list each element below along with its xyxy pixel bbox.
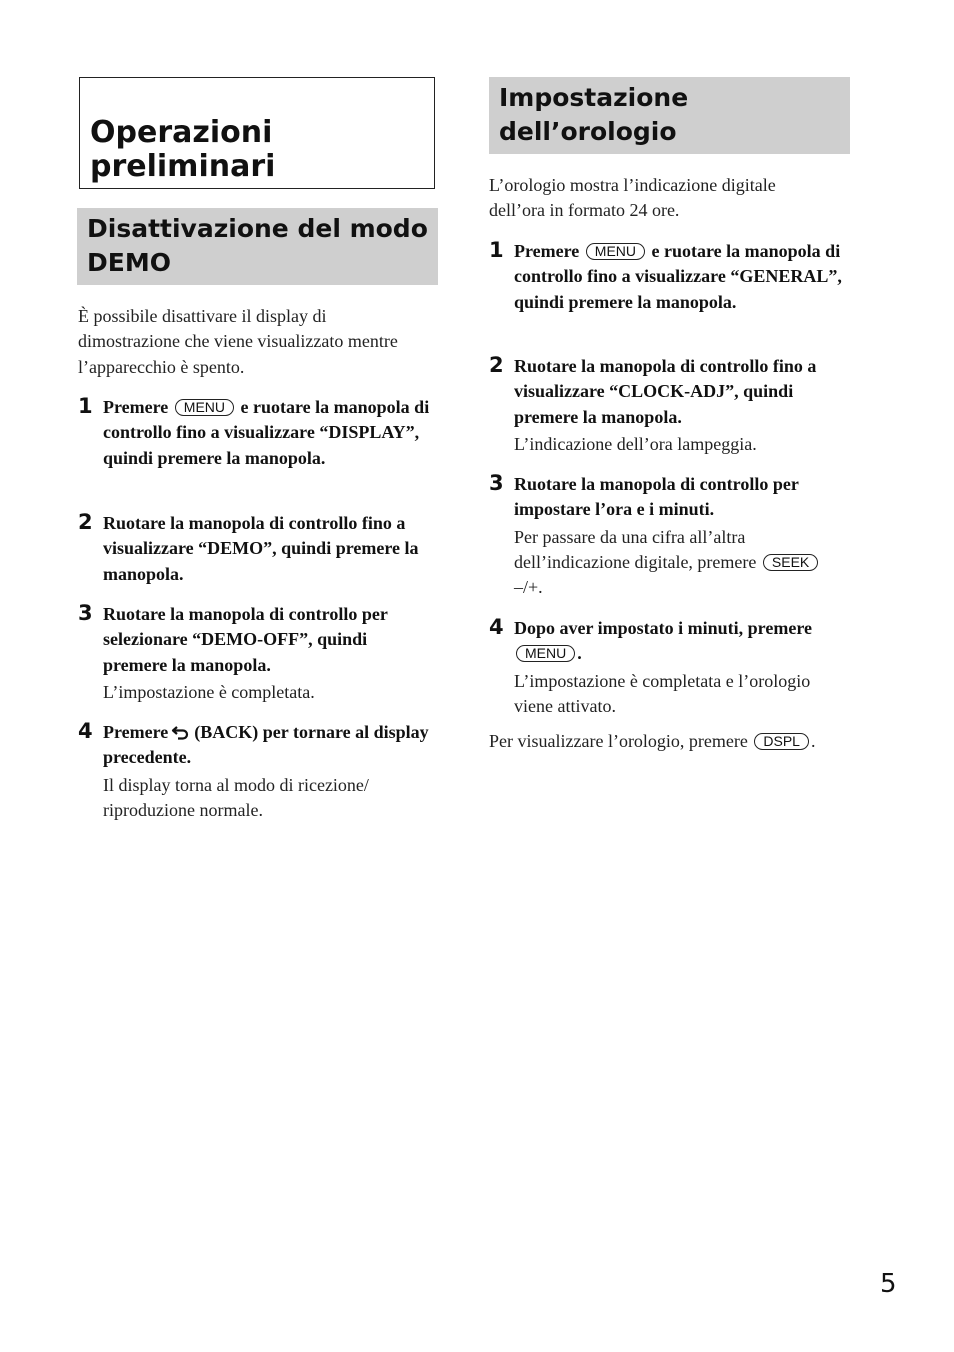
chapter-title: Operazioni preliminari (90, 115, 276, 184)
page-number: 5 (880, 1269, 897, 1299)
step-number: 1 (489, 238, 504, 262)
step-instruction: Ruotare la manopola di controllo per impostare l’ora e i minuti. (514, 474, 799, 520)
dspl-key-label: DSPL (754, 733, 809, 750)
chapter-title-box (79, 77, 435, 189)
step-instruction: Premere (BACK) per tornare al display precedente. (103, 722, 429, 768)
step-number: 4 (78, 719, 93, 743)
step-instruction: Ruotare la manopola di controllo fino a visualizzare “DEMO”, quindi premere la manopola. (103, 513, 419, 584)
step-instruction: Premere MENU e ruotare la manopola di controllo fino a visualizzare “GENERAL”, quindi premere la manopola. (514, 241, 842, 312)
section-intro-clock: L’orologio mostra l’indicazione digitale dell’ora in formato 24 ore. (489, 175, 776, 221)
step-instruction: Ruotare la manopola di controllo per selezionare “DEMO-OFF”, quindi premere la manopola. (103, 604, 388, 675)
clock-step-4 (489, 616, 851, 719)
demo-step-4 (78, 720, 433, 823)
section-heading-demo: Disattivazione del modo DEMO (77, 208, 438, 285)
step-number: 2 (78, 510, 93, 534)
section-intro-demo: È possibile disattivare il display di dimostrazione che viene visualizzato mentre l’apparecchio è spento. (78, 306, 398, 377)
clock-step-2 (489, 354, 851, 457)
demo-step-1 (78, 395, 433, 471)
step-note: Il display torna al modo di ricezione/ riproduzione normale. (103, 774, 369, 820)
clock-step-3 (489, 472, 851, 600)
step-number: 4 (489, 615, 504, 639)
step-note: L’impostazione è completata. (103, 681, 315, 702)
demo-step-3 (78, 602, 433, 705)
menu-key-label: MENU (175, 399, 234, 416)
clock-outro: Per visualizzare l’orologio, premere DSPL . (489, 731, 816, 751)
step-instruction: Ruotare la manopola di controllo fino a visualizzare “CLOCK-ADJ”, quindi premere la manopola. (514, 356, 817, 427)
demo-step-2 (78, 511, 433, 587)
seek-key-label: SEEK (763, 554, 818, 571)
back-arrow-icon (171, 724, 191, 740)
section-heading-clock: Impostazione dell’orologio (489, 77, 850, 154)
step-number: 3 (489, 471, 504, 495)
step-number: 3 (78, 601, 93, 625)
menu-key-label: MENU (516, 645, 575, 662)
step-note: L’indicazione dell’ora lampeggia. (514, 433, 757, 454)
menu-key-label: MENU (586, 243, 645, 260)
step-instruction: Premere MENU e ruotare la manopola di controllo fino a visualizzare “DISPLAY”, quindi premere la manopola. (103, 397, 430, 468)
step-note: L’impostazione è completata e l’orologio viene attivato. (514, 670, 811, 716)
step-number: 2 (489, 353, 504, 377)
step-number: 1 (78, 394, 93, 418)
step-instruction: Dopo aver impostato i minuti, premere MENU . (514, 618, 812, 664)
clock-step-1 (489, 239, 851, 315)
step-note: Per passare da una cifra all’altra dell’indicazione digitale, premere SEEK –/+. (514, 525, 851, 601)
